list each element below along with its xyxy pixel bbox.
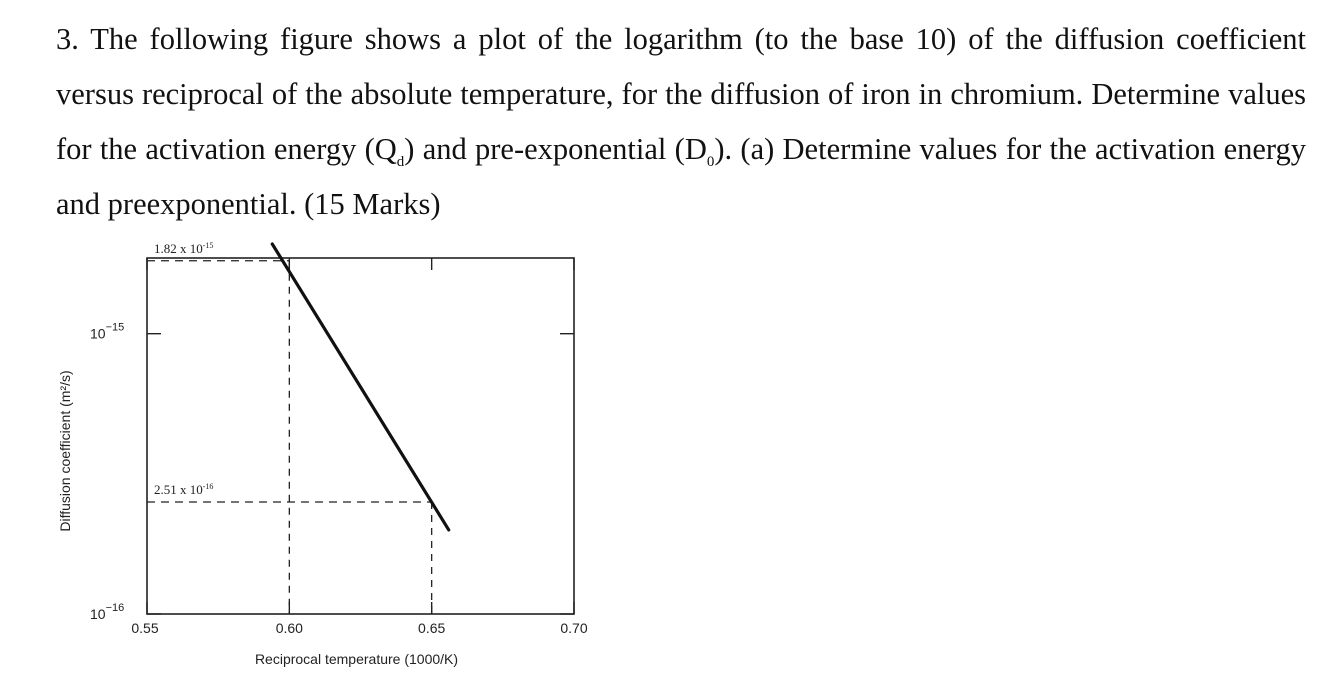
x-axis-title: Reciprocal temperature (1000/K): [254, 651, 459, 667]
plot-frame: [147, 258, 574, 614]
question-part-3: ). (a) Determine values for the activation energy and preexponential. (15 Marks): [56, 132, 1307, 221]
series-line: [272, 244, 448, 530]
q-subscript: d: [396, 154, 405, 171]
x-tick-label: 0.55: [131, 620, 159, 636]
x-tick-label: 0.60: [275, 620, 303, 636]
y-tick-label: $10^{-15}$: [90, 321, 125, 342]
annotation-label: 1.82 x $10^{-15}$: [154, 240, 214, 256]
annotation-label: 2.51 x $10^{-16}$: [154, 481, 214, 497]
question-part-2: ) and pre-exponential (D: [404, 132, 707, 166]
x-tick-label: 0.70: [560, 620, 588, 636]
d-subscript: 0: [706, 154, 715, 171]
x-tick-label: 0.65: [418, 620, 446, 636]
question-part-1: 3. The following figure shows a plot of the logarithm (to the base 10) of the diffusion coefficient versus reciprocal of the absolute temperature, for the diffusion of iron in chromium. Determine values for the activation energy (Q: [56, 22, 1306, 166]
y-axis-title: Diffusion coefficient (m²/s): [57, 370, 73, 532]
y-tick-label: $10^{-16}$: [90, 602, 125, 622]
